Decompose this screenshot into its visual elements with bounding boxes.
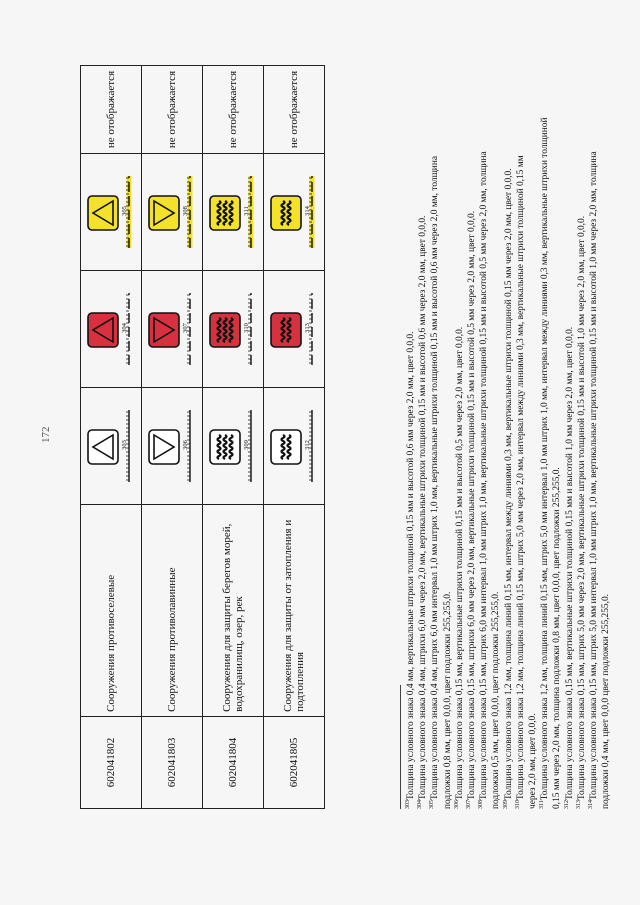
footnote-ref: 305 (121, 206, 128, 216)
waves-icon (218, 201, 233, 225)
display-status: не отображается (142, 66, 203, 154)
symbol-code: 602041805 (264, 716, 325, 808)
footnote-text: Толщина условного знака 0,15 мм, штрих 5,0 мм через 2,0 мм, вертикальные штрихи толщиной 0,15 мм и высотой 1,0 мм через 2,0 мм, цвет 0,0,0. (576, 215, 587, 800)
symbol-cell (142, 387, 203, 504)
symbol-name: Сооружения противолавинные (142, 504, 203, 716)
footnote-ref: 314 (304, 206, 311, 216)
display-status: не отображается (81, 66, 142, 154)
footnote-text: подложки 0,4 мм, цвет 0,0,0 цвет подложки 255,255,0. (601, 594, 612, 809)
footnote (527, 59, 539, 809)
footnote-text: Толщина условного знака 0,4 мм, вертикальные штрихи толщиной 0,15 мм и высотой 0,6 мм через 2,0 мм, цвет 0,0,0. (406, 331, 416, 800)
footnote-number: 314 (587, 800, 594, 809)
map-symbol-waves2 (265, 283, 323, 375)
footnote-text: Толщина условного знака 1,2 мм, толщина линий 0,15 мм, интервал между линиями 0,3 мм, вертикальные штрихи толщиной 0,15 мм через 2,0 мм, цвет 0,0,0. (503, 168, 514, 800)
waves-icon (218, 318, 233, 342)
footnote (600, 59, 612, 809)
footnote-number: 303 (404, 800, 411, 809)
footnote-number: 306 (453, 800, 460, 809)
symbol-square (271, 196, 301, 230)
symbols-table-body (81, 66, 325, 809)
map-symbol-triangle (82, 283, 140, 375)
table-row (264, 66, 325, 809)
footnote (429, 59, 441, 809)
map-symbol-triangle-down (143, 400, 201, 492)
page-number: 172 (40, 426, 52, 443)
map-symbol-waves3 (204, 166, 262, 258)
footnote-ref: 308 (182, 206, 189, 216)
footnote-text: подложки 0,5 мм, цвет 0,0,0, цвет подложки 255,255,0. (491, 591, 502, 809)
footnote-number: 304 (417, 800, 424, 809)
map-symbol-waves2 (265, 166, 323, 258)
footnote-number: 307 (465, 800, 472, 809)
footnote-text: Толщина условного знака 0,15 мм, штрих 6,0 мм интервал 1,0 мм штрих 1,0 мм, вертикальные штрихи толщиной 0,15 мм и высотой 0,5 мм через 2,0 мм, толщина (479, 151, 490, 800)
symbol-code: 602041803 (142, 716, 203, 808)
symbol-name: Сооружения для защиты от затопления и подтопления (264, 504, 325, 716)
symbol-name: Сооружения противоселевые (81, 504, 142, 716)
symbol-square (271, 430, 301, 464)
footnote-separator (400, 685, 401, 809)
footnote-ref: 311 (243, 206, 250, 216)
symbol-code: 602041804 (203, 716, 264, 808)
footnote-text: подложки 0,8 мм, цвет 0,0,0, цвет подложки 255,255,0. (442, 591, 453, 809)
footnote-ref: 312 (304, 439, 311, 450)
footnote-text: Толщина условного знака 1,2 мм, толщина линий 0,15 мм, штрих 5,0 мм интервал 1,0 мм штрих 1,0 мм, интервал между линиями 0,3 мм, вертикальные штрихи толщиной (540, 117, 551, 801)
footnote-ref: 309 (243, 439, 250, 450)
footnote-number: 309 (502, 800, 509, 809)
footnote-text: через 2,0 мм, цвет 0,0,0. (528, 713, 539, 809)
footnote-text: Толщина условного знака 0,15 мм, вертикальные штрихи толщиной 0,15 мм и высотой 1,0 мм через 2,0 мм, цвет 0,0,0. (564, 326, 575, 800)
footnote (454, 59, 466, 809)
footnotes (400, 59, 612, 809)
footnote (405, 59, 417, 809)
map-symbol-waves3 (204, 283, 262, 375)
table-row (142, 66, 203, 809)
waves-icon (218, 435, 233, 459)
table-row (203, 66, 264, 809)
footnote (564, 59, 576, 809)
symbol-cell (264, 270, 325, 387)
footnote (515, 59, 527, 809)
footnote-ref: 306 (182, 439, 189, 450)
map-symbol-waves2 (265, 400, 323, 492)
symbol-cell (81, 154, 142, 271)
footnote-number: 310 (514, 800, 521, 809)
footnote-number: 313 (575, 800, 582, 809)
footnote (551, 59, 563, 809)
footnote-text: Толщина условного знака 1,2 мм, толщина линий 0,15 мм, штрих 5,0 мм через 2,0 мм, интервал между линиями 0,3 мм, вертикальные штрихи толщиной 0,15 мм (515, 155, 526, 800)
footnote (588, 59, 600, 809)
symbol-cell (203, 154, 264, 271)
table-row (81, 66, 142, 809)
footnote (417, 59, 429, 809)
map-symbol-triangle-down (143, 166, 201, 258)
display-status: не отображается (203, 66, 264, 154)
footnote-text: Толщина условного знака 0,15 мм, штрих 5,0 мм интервал 1,0 мм штрих 1,0 мм, вертикальные штрихи толщиной 0,15 мм и высотой 1,0 мм через 2,0 мм, толщина (589, 151, 600, 800)
symbol-square (271, 313, 301, 347)
map-symbol-waves3 (204, 400, 262, 492)
footnote (490, 59, 502, 809)
footnote-number: 311 (539, 800, 546, 809)
symbol-cell (264, 387, 325, 504)
symbol-cell (81, 270, 142, 387)
symbol-code: 602041802 (81, 716, 142, 808)
symbol-cell (142, 154, 203, 271)
footnote-text: Толщина условного знака 0,15 мм, штрихи 6,0 мм через 2,0 мм, вертикальные штрихи толщиной 0,15 мм и высотой 0,5 мм через 2,0 мм, цвет 0,0,0. (467, 210, 478, 800)
footnote-ref: 307 (182, 323, 189, 333)
symbol-name: Сооружения для защиты берегов морей, водохранилищ, озер, рек (203, 504, 264, 716)
footnote (503, 59, 515, 809)
footnote (478, 59, 490, 809)
footnote-text: 0,15 мм через 2,0 мм, толщина подложки 0,8 мм, цвет 0,0,0, цвет подложки 255,255,0. (552, 467, 563, 809)
footnote (466, 59, 478, 809)
footnote (442, 59, 454, 809)
symbol-cell (81, 387, 142, 504)
footnote-ref: 303 (121, 439, 128, 450)
footnote (576, 59, 588, 809)
symbol-cell (203, 387, 264, 504)
footnote-text: Толщина условного знака 0,15 мм, вертикальные штрихи толщиной 0,15 мм и высотой 0,5 мм через 2,0 мм, цвет 0,0,0. (454, 326, 465, 800)
footnote-number: 308 (478, 800, 485, 809)
symbols-table (80, 65, 325, 809)
map-symbol-triangle-down (143, 283, 201, 375)
symbol-cell (203, 270, 264, 387)
footnote-number: 305 (429, 800, 436, 809)
footnote-text: Толщина условного знака 0,4 мм, штрихи 6,0 мм через 2,0 мм, вертикальные штрихи толщиной 0,15 мм и высотой 0,6 мм через 2,0 мм, цвет 0,0,0. (418, 215, 429, 800)
symbol-cell (264, 154, 325, 271)
footnote (539, 59, 551, 809)
map-symbol-triangle (82, 166, 140, 258)
symbol-cell (142, 270, 203, 387)
footnote-ref: 304 (121, 323, 128, 333)
display-status: не отображается (264, 66, 325, 154)
footnote-ref: 313 (304, 323, 311, 333)
map-symbol-triangle (82, 400, 140, 492)
footnote-list (405, 59, 612, 809)
footnote-number: 312 (563, 800, 570, 809)
footnote-text: Толщина условного знака 0,4 мм, штрих 6,0 мм интервал 1,0 мм штрих 1,0 мм, вертикальные штрихи толщиной 0,15 мм и высотой 0,6 мм через 2,0 мм, толщина (430, 156, 441, 800)
footnote-ref: 310 (243, 323, 250, 333)
